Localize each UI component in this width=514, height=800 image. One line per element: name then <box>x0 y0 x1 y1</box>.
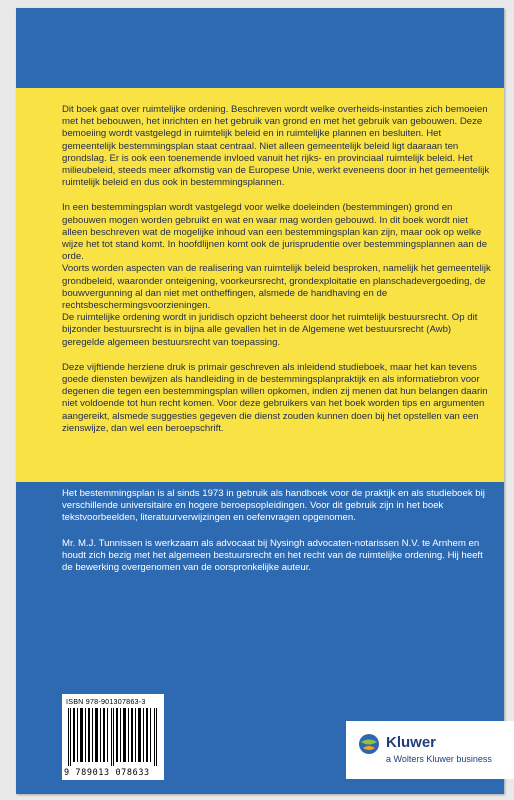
description-paragraph-3: Voorts worden aspecten van de realisering van ruimtelijk beleid besproken, namelijk het gemeentelijk grondbeleid, waaronder onteigening, voorkeursrecht, grondexploitatie en planschadevergoeding, de bouwvergunning al dan niet met ontheffingen, alsmede de handhaving en de rechtsbeschermingsvoorzieningen. <box>62 263 491 312</box>
kluwer-globe-icon <box>358 733 380 755</box>
isbn-text: ISBN 978-901307863-3 <box>66 697 146 706</box>
barcode-digits: 9 789013 078633 <box>64 768 150 778</box>
top-blue-band <box>16 8 504 88</box>
publisher-tagline: a Wolters Kluwer business <box>386 754 492 764</box>
publisher-logo <box>346 721 514 779</box>
usage-paragraph: Het bestemmingsplan is al sinds 1973 in gebruik als handboek voor de praktijk en als studieboek bij verschillende universitaire en hogere beroepsopleidingen. Voor dit gebruik zijn in het boek tekstvoorbeelden, literatuurverwijzingen en oefenvragen opgenomen. <box>62 488 485 524</box>
description-paragraph-4: De ruimtelijke ordening wordt in juridisch opzicht beheerst door het ruimtelijk bestuursrecht. Op dit bijzonder bestuursrecht is in bijna alle gevallen het in de Algemene wet bestuursrecht (Awb) geregelde algemeen bestuursrecht van toepassing. <box>62 312 478 348</box>
description-text <box>62 104 494 448</box>
description-paragraph-2: In een bestemmingsplan wordt vastgelegd voor welke doeleinden (bestemmingen) grond en gebouwen mogen worden gebruikt en wat en waar mag worden gebouwd. In dit boek wordt niet alleen beschreven wat de mogelijke inhoud van een bestemmingsplan kan zijn, maar ook op welke wijze het tot stand komt. In hoofdlijnen komt ook de jurisprudentie over bestemmingsplannen aan de orde. <box>62 202 488 263</box>
description-paragraph-1: Dit boek gaat over ruimtelijke ordening. Beschreven wordt welke overheids-instanties zich bemoeien met het bebouwen, het inrichten en het gebruik van grond en met het gebruik van gebouwen. Deze bemoeiing wordt vastgelegd in ruimtelijk beleid en in ruimtelijke plannen en besluiten. Het gemeentelijk bestemmingsplan staat centraal. Niet alleen gemeentelijk beleid ligt daaraan ten grondslag. Er is ook een toenemende invloed vanuit het rijks- en provinciaal ruimtelijk beleid. Het milieubeleid, steeds meer afkomstig van de Europese Unie, werkt eveneens door in het gemeentelijk ruimtelijk beleid en dus ook in bestemmingsplannen. <box>62 104 490 189</box>
publisher-name: Kluwer <box>386 734 437 751</box>
author-paragraph: Mr. M.J. Tunnissen is werkzaam als advocaat bij Nysingh advocaten-notarissen N.V. te Arnhem en houdt zich bezig met het algemeen bestuursrecht en het recht van de ruimtelijke ordening. Hij heeft de bewerking overgenomen van de oorspronkelijke auteur. <box>62 537 483 574</box>
back-cover <box>16 8 504 794</box>
barcode-icon <box>68 708 158 766</box>
barcode-label <box>62 694 164 780</box>
description-paragraph-5: Deze vijftiende herziene druk is primair geschreven als inleidend studieboek, maar het kan tevens goede diensten bewijzen als handleiding in de bestemmingsplanpraktijk en als informatiebron voor degenen die tegen een bestemmingsplan willen opkomen, indien zij menen dat hun belangen daarin niet voldoende tot hun recht komen. Voor deze gebruikers van het boek worden tips en argumenten aangereikt, alsmede suggesties gegeven die dienst zouden kunnen doen bij het opstellen van een zienswijze, dan wel een beroepschrift. <box>62 361 488 434</box>
usage-and-author-text <box>62 488 494 587</box>
